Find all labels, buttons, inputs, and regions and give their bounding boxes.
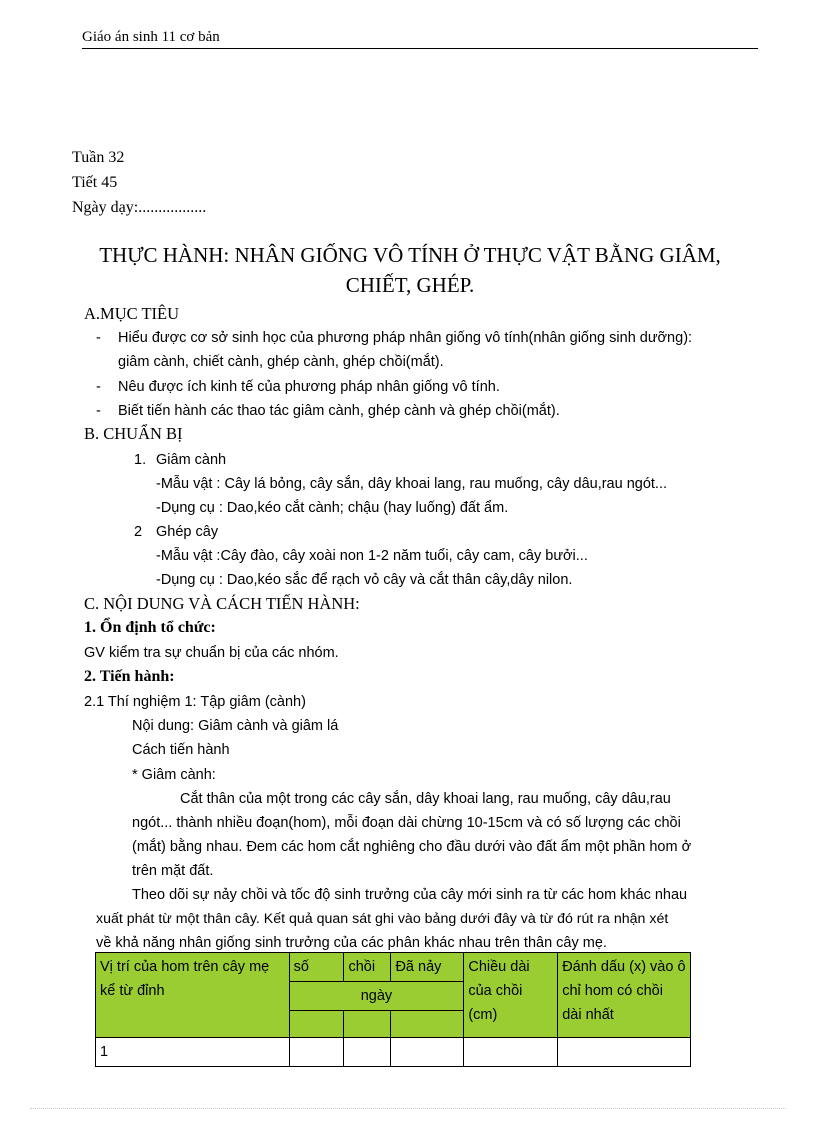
prep-line: -Dụng cụ : Dao,kéo cắt cành; chậu (hay luống) đất ẩm. <box>156 500 509 516</box>
prep-item-title: Giâm cành <box>156 452 227 468</box>
empty-cell <box>344 1038 391 1067</box>
empty-cell <box>558 1038 691 1067</box>
period-label: Tiết 45 <box>72 174 118 191</box>
objective-item: Biết tiến hành các thao tác giâm cành, ghép cành và ghép chồi(mắt). <box>118 403 560 419</box>
subsection-heading: 2. Tiến hành: <box>84 668 175 685</box>
header-cell-buds: chồi <box>344 953 391 982</box>
prep-item-number: 2 <box>134 524 143 540</box>
section-c-heading: C. NỘI DUNG VÀ CÁCH TIẾN HÀNH: <box>84 594 360 613</box>
title-line-2: CHIẾT, GHÉP. <box>345 273 475 297</box>
header-cell-mark: Đánh dấu (x) vào ô chỉ hom có chồi dài nhất <box>558 953 691 1038</box>
empty-cell <box>464 1038 558 1067</box>
empty-cell <box>289 1038 344 1067</box>
body-text: * Giâm cành: <box>132 767 216 783</box>
row-position-cell: 1 <box>96 1038 290 1067</box>
bullet-dash: - <box>96 379 101 395</box>
paragraph-line: về khả năng nhân giống sinh trưởng của các phân khác nhau trên thân cây mẹ. <box>96 935 607 951</box>
prep-item-title: Ghép cây <box>156 524 219 540</box>
header-empty-cell <box>289 1011 344 1038</box>
paragraph-line: xuất phát từ một thân cây. Kết quả quan sát ghi vào bảng dưới đây và từ đó rút ra nhận xét <box>96 911 669 927</box>
paragraph-line: trên mặt đất. <box>132 863 214 879</box>
objective-item: Hiểu được cơ sở sinh học của phương pháp nhân giống vô tính(nhân giống sinh dưỡng): <box>118 330 693 346</box>
paragraph-line: (mắt) bằng nhau. Đem các hom cắt nghiêng cho đầu dưới vào đất ẩm một phần hom ở <box>132 839 692 855</box>
paragraph-line: ngót... thành nhiều đoạn(hom), mỗi đoạn dài chừng 10-15cm và có số lượng các chồi <box>132 815 681 831</box>
body-text: GV kiểm tra sự chuẩn bị của các nhóm. <box>84 645 339 661</box>
body-text: Nội dung: Giâm cành và giâm lá <box>132 718 339 734</box>
header-cell-sprouted: Đã nảy <box>391 953 464 982</box>
date-label: Ngày dạy:................. <box>72 199 207 216</box>
title-line-1: THỰC HÀNH: NHÂN GIỐNG VÔ TÍNH Ở THỰC VẬT BẰNG GIÂM, <box>99 243 721 267</box>
bullet-dash: - <box>96 330 101 346</box>
page-header: Giáo án sinh 11 cơ bản <box>82 28 758 49</box>
prep-line: -Mẫu vật :Cây đào, cây xoài non 1-2 năm tuổi, cây cam, cây bưởi... <box>156 548 588 564</box>
objective-item-cont: giâm cành, chiết cành, ghép cành, ghép chồi(mắt). <box>118 354 444 370</box>
observation-table <box>95 952 691 1067</box>
section-a-heading: A.MỤC TIÊU <box>84 304 180 323</box>
section-b-heading: B. CHUẨN BỊ <box>84 424 183 443</box>
prep-item-number: 1. <box>134 452 147 468</box>
week-label: Tuần 32 <box>72 149 125 166</box>
subsection-heading: 1. Ổn định tổ chức: <box>84 619 216 636</box>
paragraph-line: Cắt thân của một trong các cây sắn, dây khoai lang, rau muống, cây dâu,rau <box>180 791 671 807</box>
header-cell-position: Vị trí của hom trên cây mẹ kể từ đỉnh <box>96 953 290 1038</box>
header-cell-days: ngày <box>289 982 464 1011</box>
objective-item: Nêu được ích kinh tế của phương pháp nhân giống vô tính. <box>118 379 500 395</box>
body-text: Cách tiến hành <box>132 742 230 758</box>
prep-line: -Dụng cụ : Dao,kéo sắc để rạch vỏ cây và cắt thân cây,dây nilon. <box>156 572 573 588</box>
paragraph-line: Theo dõi sự nảy chồi và tốc độ sinh trưởng của cây mới sinh ra từ các hom khác nhau <box>132 887 688 903</box>
header-cell-count: số <box>289 953 344 982</box>
prep-line: -Mẫu vật : Cây lá bỏng, cây sắn, dây khoai lang, rau muống, cây dâu,rau ngót... <box>156 476 668 492</box>
header-empty-cell <box>344 1011 391 1038</box>
header-empty-cell <box>391 1011 464 1038</box>
page-bottom-divider <box>30 1108 786 1109</box>
empty-cell <box>391 1038 464 1067</box>
bullet-dash: - <box>96 403 101 419</box>
lesson-title <box>60 240 760 300</box>
experiment-heading: 2.1 Thí nghiệm 1: Tập giâm (cành) <box>84 694 306 710</box>
header-cell-length: Chiều dài của chồi (cm) <box>464 953 558 1038</box>
